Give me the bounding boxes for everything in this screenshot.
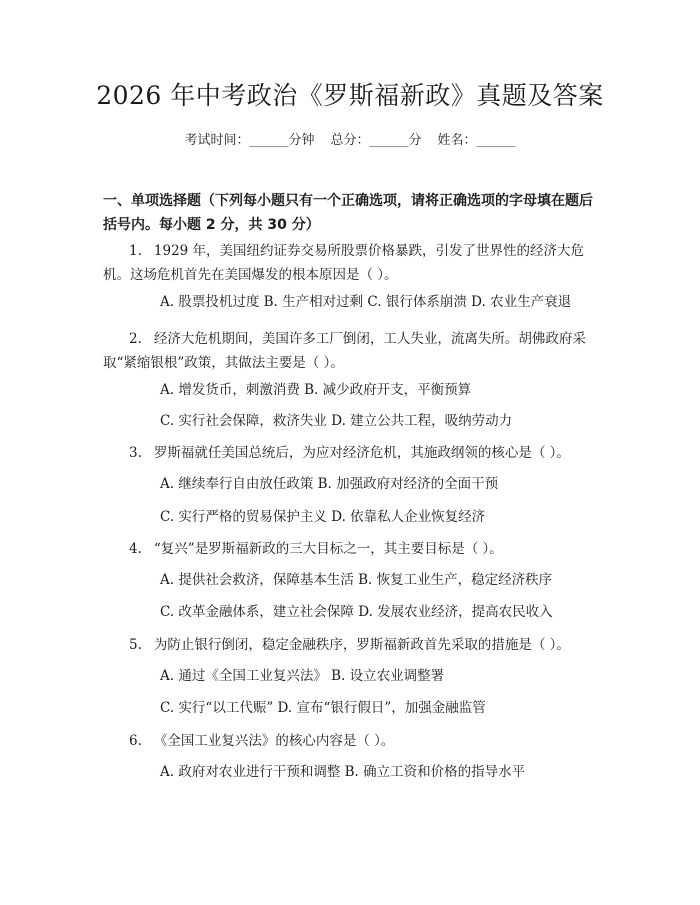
section-heading: 一、单项选择题（下列每小题只有一个正确选项，请将正确选项的字母填在题后括号内。每小题 2 分，共 30 分） (103, 193, 593, 233)
question-text: 《全国工业复兴法》的核心内容是（ ）。 (153, 733, 395, 749)
question-5-options-row-2: C. 实行“以工代赈” D. 宣布“银行假日”，加强金融监管 (160, 700, 486, 716)
question-number: 1. (129, 243, 142, 259)
question-1 (103, 239, 603, 287)
question-text: 罗斯福就任美国总统后，为应对经济危机，其施政纲领的核心是（ ）。 (153, 445, 570, 461)
question-text: 为防止银行倒闭，稳定金融秩序，罗斯福新政首先采取的措施是（ ）。 (153, 637, 570, 653)
question-5-options-row-1: A. 通过《全国工业复兴法》 B. 设立农业调整署 (160, 668, 445, 684)
question-text: “复兴”是罗斯福新政的三大目标之一，其主要目标是（ ）。 (153, 541, 503, 557)
question-4-options-row-1: A. 提供社会救济，保障基本生活 B. 恢复工业生产，稳定经济秩序 (160, 572, 553, 588)
question-number: 5. (129, 637, 142, 653)
question-3-options-row-2: C. 实行严格的贸易保护主义 D. 依靠私人企业恢复经济 (160, 509, 486, 525)
question-3 (103, 441, 603, 465)
exam-meta (0, 130, 700, 152)
question-1-options: A. 股票投机过度 B. 生产相对过剩 C. 银行体系崩溃 D. 农业生产衰退 (160, 294, 572, 310)
question-number: 6. (129, 733, 142, 749)
question-2-options-row-1: A. 增发货币，刺激消费 B. 减少政府开支，平衡预算 (160, 382, 472, 398)
question-4 (103, 537, 603, 561)
exam-time: 考试时间：______分钟 (184, 133, 315, 148)
question-6 (103, 729, 603, 753)
question-4-options-row-2: C. 改革金融体系，建立社会保障 D. 发展农业经济，提高农民收入 (160, 604, 553, 620)
question-2-options-row-2: C. 实行社会保障，救济失业 D. 建立公共工程，吸纳劳动力 (160, 413, 513, 429)
question-number: 4. (129, 541, 142, 557)
question-6-options-row-1: A. 政府对农业进行干预和调整 B. 确立工资和价格的指导水平 (160, 764, 526, 780)
exam-total-score: 总分：______分 (330, 133, 422, 148)
question-2 (103, 327, 603, 375)
question-5 (103, 633, 603, 657)
question-text: 经济大危机期间，美国许多工厂倒闭，工人失业，流离失所。胡佛政府采取“紧缩银根”政策，其做法主要是（ ）。 (103, 331, 586, 371)
student-name: 姓名：______ (437, 133, 516, 148)
page-title: 2026 年中考政治《罗斯福新政》真题及答案 (96, 81, 604, 110)
question-number: 3. (129, 445, 142, 461)
question-number: 2. (129, 331, 142, 347)
question-3-options-row-1: A. 继续奉行自由放任政策 B. 加强政府对经济的全面干预 (160, 476, 499, 492)
question-text: 1929 年，美国纽约证券交易所股票价格暴跌，引发了世界性的经济大危机。这场危机首先在美国爆发的根本原因是（ ）。 (103, 243, 585, 283)
